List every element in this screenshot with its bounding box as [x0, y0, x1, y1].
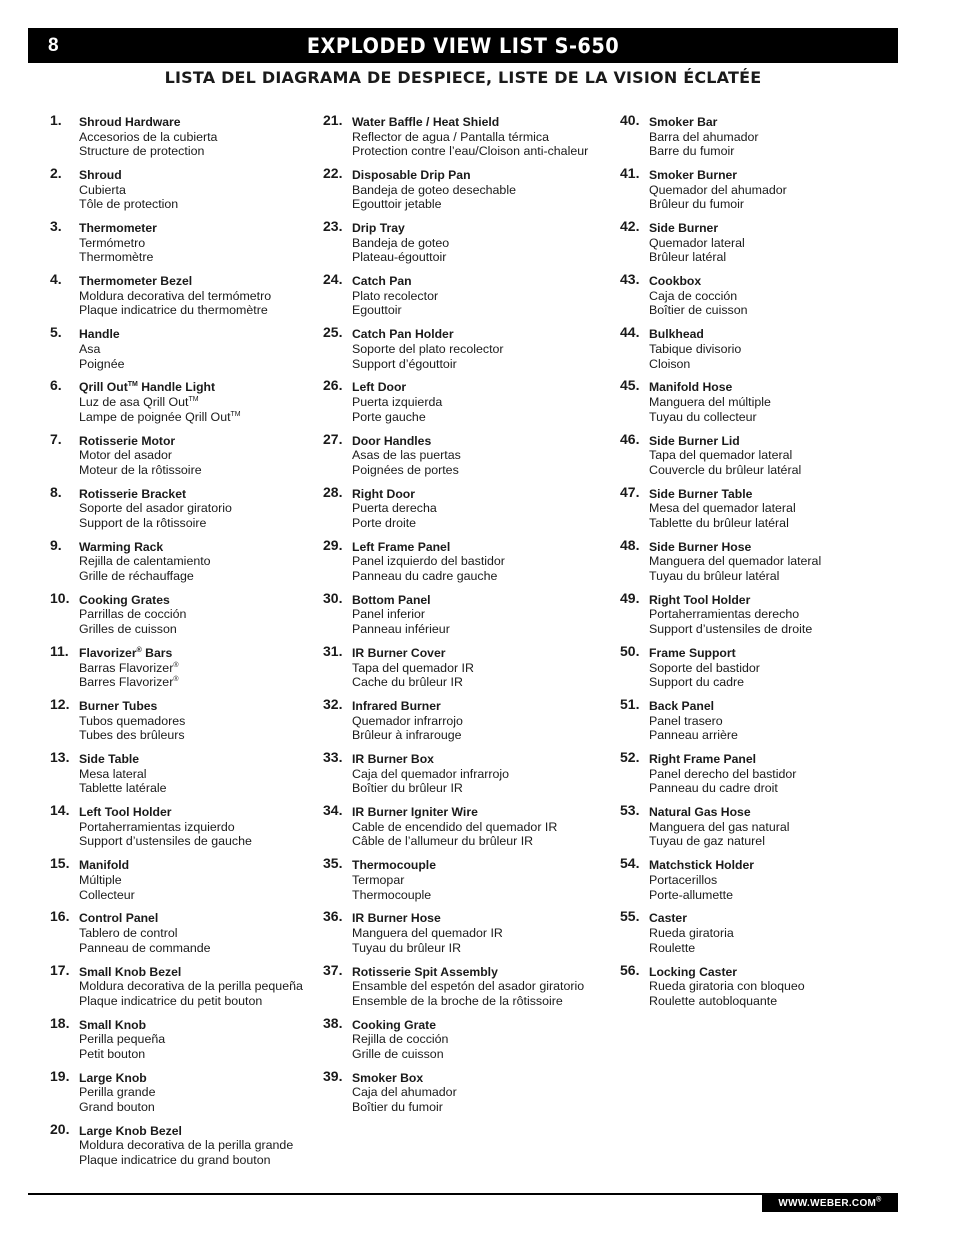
page-title: EXPLODED VIEW LIST S-650: [306, 34, 620, 58]
part-names: [649, 752, 796, 796]
part-number: 16.: [50, 908, 70, 925]
part-name-spanish: Luz de asa Qrill Out™: [79, 395, 199, 410]
part-name-french: Plaque indicatrice du petit bouton: [79, 993, 263, 1008]
part-name-spanish: Puerta derecha: [352, 501, 437, 516]
trademark-mark: TM: [230, 410, 241, 418]
part-name-english: Side Burner: [649, 221, 719, 236]
part-name-french: Grille de cuisson: [352, 1046, 444, 1061]
part-number: 51.: [620, 696, 640, 713]
part-name-spanish: Tapa del quemador IR: [352, 660, 474, 675]
part-number: 21.: [323, 112, 343, 128]
part-name-spanish: Cable de encendido del quemador IR: [352, 819, 558, 834]
part-number: 27.: [323, 430, 343, 447]
part-number: 1.: [50, 112, 62, 128]
part-names: [79, 593, 186, 637]
part-name-spanish: Ensamble del espetón del asador giratorio: [352, 979, 585, 994]
part-name-english: Cookbox: [649, 274, 702, 289]
part-number: 13.: [50, 749, 70, 766]
part-name-english: Back Panel: [649, 699, 715, 714]
part-number: 8.: [50, 483, 62, 500]
part-names: [352, 274, 438, 318]
part-name-english: Rotisserie Motor: [79, 433, 176, 448]
part-names: [352, 434, 461, 478]
part-name-french: Poignée: [79, 356, 125, 371]
part-name-spanish: Tapa del quemador lateral: [649, 448, 793, 463]
part-name-english: Manifold Hose: [649, 380, 733, 395]
part-name-french: Cache du brûleur IR: [352, 675, 463, 690]
page-number: 8: [48, 35, 59, 56]
part-name-spanish: Moldura decorativa de la perilla grande: [79, 1138, 294, 1153]
part-name-spanish: Motor del asador: [79, 448, 172, 463]
part-name-french: Panneau inférieur: [352, 622, 450, 637]
part-name-english: Smoker Burner: [649, 168, 738, 183]
part-name-french: Thermomètre: [79, 250, 154, 265]
part-name-spanish: Soporte del asador giratorio: [79, 501, 232, 516]
part-number: 30.: [323, 589, 343, 606]
part-number: 34.: [323, 802, 343, 819]
part-number: 52.: [620, 749, 640, 766]
part-name-spanish: Accesorios de la cubierta: [79, 129, 218, 144]
part-names: [649, 699, 738, 743]
part-name-french: Egouttoir: [352, 303, 402, 318]
part-names: [352, 646, 474, 690]
part-name-french: Couvercle du brûleur latéral: [649, 462, 802, 477]
part-number: 56.: [620, 961, 640, 978]
footer-website: WWW.WEBER.COM®: [762, 1195, 898, 1212]
part-name-french: Support d’égouttoir: [352, 356, 457, 371]
part-name-french: Poignées de portes: [352, 462, 459, 477]
part-number: 7.: [50, 430, 62, 447]
part-name-english: Thermometer Bezel: [79, 274, 193, 289]
part-names: [79, 434, 202, 478]
part-name-spanish: Manguera del quemador lateral: [649, 554, 822, 569]
part-names: [79, 221, 157, 265]
part-number: 26.: [323, 377, 343, 394]
part-names: [352, 487, 437, 531]
part-number: 38.: [323, 1014, 343, 1031]
part-name-english: Side Table: [79, 752, 140, 767]
part-number: 31.: [323, 642, 343, 659]
part-names: [649, 487, 796, 531]
part-names: [352, 805, 557, 849]
part-number: 44.: [620, 324, 640, 341]
part-name-french: Porte-allumette: [649, 887, 734, 902]
part-name-english: Thermometer: [79, 221, 157, 236]
part-name-french: Roulette: [649, 940, 696, 955]
part-name-spanish: Moldura decorativa del termómetro: [79, 288, 272, 303]
part-name-english: Right Frame Panel: [649, 752, 757, 767]
part-number: 54.: [620, 855, 640, 872]
part-name-english: Right Tool Holder: [649, 592, 751, 607]
part-name-french: Roulette autobloquante: [649, 993, 778, 1008]
part-number: 29.: [323, 536, 343, 553]
part-name-english: Smoker Bar: [649, 115, 718, 129]
part-names: [649, 274, 748, 318]
part-name-spanish: Portaherramientas izquierdo: [79, 819, 235, 834]
part-number: 36.: [323, 908, 343, 925]
part-number: 14.: [50, 802, 70, 819]
part-name-english: IR Burner Box: [352, 752, 434, 767]
part-name-french: Support d’ustensiles de droite: [649, 622, 813, 637]
part-number: 53.: [620, 802, 640, 819]
part-name-french: Collecteur: [79, 887, 135, 902]
part-names: [352, 858, 436, 902]
part-number: 50.: [620, 642, 640, 659]
part-name-spanish: Asas de las puertas: [352, 448, 461, 463]
part-name-spanish: Soporte del bastidor: [649, 660, 760, 675]
part-name-english: Control Panel: [79, 911, 159, 926]
part-name-english: Matchstick Holder: [649, 858, 754, 873]
part-name-spanish: Bandeja de goteo: [352, 235, 450, 250]
part-name-english: Small Knob: [79, 1017, 147, 1032]
part-name-english: Large Knob: [79, 1070, 147, 1085]
part-name-french: Tuyau du collecteur: [649, 409, 757, 424]
part-names: [352, 327, 504, 371]
part-name-english: Locking Caster: [649, 964, 738, 979]
part-name-english: Warming Rack: [79, 539, 164, 554]
part-name-english: Door Handles: [352, 433, 432, 448]
part-name-spanish: Barra del ahumador: [649, 129, 759, 144]
part-names: [79, 274, 271, 318]
part-name-spanish: Tabique divisorio: [649, 341, 742, 356]
part-name-english: Shroud Hardware: [79, 115, 181, 129]
part-name-french: Support du cadre: [649, 675, 745, 690]
part-name-english: IR Burner Hose: [352, 911, 441, 926]
part-number: 9.: [50, 536, 62, 553]
part-names: [79, 380, 241, 424]
part-number: 32.: [323, 696, 343, 713]
part-number: 49.: [620, 589, 640, 606]
part-name-spanish: Rueda giratoria con bloqueo: [649, 979, 805, 994]
part-name-french: Câble de l’allumeur du brûleur IR: [352, 834, 534, 849]
part-name-french: Thermocouple: [352, 887, 432, 902]
part-name-spanish: Asa: [79, 341, 101, 356]
part-name-english: Natural Gas Hose: [649, 805, 751, 820]
part-number: 17.: [50, 961, 70, 978]
part-name-french: Brûleur à infrarouge: [352, 728, 462, 743]
part-name-spanish: Moldura decorativa de la perilla pequeña: [79, 979, 303, 994]
part-names: [79, 858, 135, 902]
part-name-french: Protection contre l’eau/Cloison anti-chaleur: [352, 144, 589, 159]
part-names: [79, 646, 179, 690]
part-name-spanish: Rejilla de cocción: [352, 1032, 449, 1047]
part-name-french: Tuyau du brûleur latéral: [649, 568, 780, 583]
part-name-english: Frame Support: [649, 645, 736, 660]
part-name-english: Cooking Grates: [79, 592, 170, 607]
part-name-french: Structure de protection: [79, 144, 205, 159]
part-name-english: Disposable Drip Pan: [352, 168, 471, 183]
part-number: 20.: [50, 1120, 70, 1137]
part-name-spanish: Caja de cocción: [649, 288, 738, 303]
part-name-french: Tubes des brûleurs: [79, 728, 185, 743]
part-name-spanish: Panel trasero: [649, 713, 723, 728]
part-number: 40.: [620, 112, 640, 128]
part-name-english: Caster: [649, 911, 687, 926]
part-name-french: Panneau de commande: [79, 940, 211, 955]
part-name-french: Petit bouton: [79, 1046, 146, 1061]
part-name-spanish: Puerta izquierda: [352, 395, 443, 410]
part-name-french: Porte droite: [352, 515, 417, 530]
part-names: [79, 168, 178, 212]
part-name-english: Drip Tray: [352, 221, 405, 236]
part-name-french: Boîtier du brûleur IR: [352, 781, 463, 796]
part-name-english: Side Burner Table: [649, 486, 753, 501]
part-names: [79, 540, 211, 584]
part-name-english: Handle: [79, 327, 120, 342]
part-names: [649, 646, 760, 690]
part-name-french: Panneau arrière: [649, 728, 738, 743]
part-name-spanish: Manguera del quemador IR: [352, 926, 503, 940]
part-name-french: Support de la rôtissoire: [79, 515, 207, 530]
part-names: [79, 911, 211, 955]
part-name-english: Left Tool Holder: [79, 805, 172, 820]
part-name-spanish: Tablero de control: [79, 926, 178, 940]
part-number: 43.: [620, 271, 640, 288]
part-name-french: Tablette du brûleur latéral: [649, 515, 789, 530]
page-subtitle: LISTA DEL DIAGRAMA DE DESPIECE, LISTE DE LA VISION ÉCLATÉE: [164, 68, 762, 87]
part-name-french: Tablette latérale: [79, 781, 167, 796]
part-name-spanish: Manguera del gas natural: [649, 819, 790, 834]
part-name-english: Right Door: [352, 486, 415, 501]
part-number: 18.: [50, 1014, 70, 1031]
part-name-spanish: Perilla grande: [79, 1085, 156, 1100]
part-name-spanish: Múltiple: [79, 872, 122, 887]
part-name-english: Bottom Panel: [352, 592, 431, 607]
part-names: [649, 911, 734, 955]
part-name-spanish: Plato recolector: [352, 288, 439, 303]
part-name-english: IR Burner Cover: [352, 645, 446, 660]
part-names: [79, 752, 166, 796]
part-name-english: Burner Tubes: [79, 699, 158, 714]
part-number: 24.: [323, 271, 343, 288]
part-names: [649, 434, 801, 478]
part-name-english: Small Knob Bezel: [79, 964, 182, 979]
part-number: 19.: [50, 1067, 70, 1084]
part-name-spanish: Panel inferior: [352, 607, 426, 622]
part-name-french: Cloison: [649, 356, 691, 371]
part-name-spanish: Portacerillos: [649, 872, 718, 887]
part-name-spanish: Bandeja de goteo desechable: [352, 182, 516, 197]
part-number: 22.: [323, 165, 343, 182]
part-name-spanish: Rueda giratoria: [649, 926, 734, 940]
trademark-mark: TM: [188, 395, 199, 403]
part-names: [649, 805, 790, 849]
part-number: 23.: [323, 218, 343, 235]
part-name-spanish: Cubierta: [79, 182, 126, 197]
part-number: 11.: [50, 642, 69, 659]
part-names: [352, 380, 442, 424]
part-names: [79, 965, 303, 1009]
part-name-french: Tôle de protection: [79, 197, 179, 212]
part-number: 10.: [50, 589, 70, 606]
part-names: [79, 115, 217, 159]
part-name-english: Rotisserie Spit Assembly: [352, 964, 498, 979]
part-name-french: Grille de réchauffage: [79, 568, 194, 583]
part-name-french: Ensemble de la broche de la rôtissoire: [352, 993, 563, 1008]
part-name-english: Manifold: [79, 858, 130, 873]
part-name-spanish: Caja del quemador infrarrojo: [352, 766, 510, 781]
part-names: [649, 965, 805, 1009]
part-names: [352, 1071, 457, 1115]
part-name-french: Grand bouton: [79, 1099, 155, 1114]
part-name-spanish: Panel izquierdo del bastidor: [352, 554, 505, 569]
part-name-spanish: Panel derecho del bastidor: [649, 766, 797, 781]
part-name-english: Infrared Burner: [352, 699, 441, 714]
part-names: [79, 327, 124, 371]
part-name-spanish: Tubos quemadores: [79, 713, 186, 728]
part-number: 39.: [323, 1067, 343, 1084]
part-names: [352, 752, 509, 796]
part-name-french: Porte gauche: [352, 409, 426, 424]
part-name-english: Shroud: [79, 168, 122, 183]
part-number: 12.: [50, 696, 70, 713]
part-name-english: Smoker Box: [352, 1070, 424, 1085]
part-names: [649, 540, 821, 584]
part-names: [79, 1071, 155, 1115]
part-number: 48.: [620, 536, 640, 553]
part-names: [79, 699, 185, 743]
part-name-english: Large Knob Bezel: [79, 1123, 182, 1138]
part-name-french: Tuyau de gaz naturel: [649, 834, 765, 849]
part-name-french: Barres Flavorizer®: [79, 675, 179, 690]
part-names: [79, 1018, 165, 1062]
part-number: 25.: [323, 324, 343, 341]
trademark-mark: ®: [173, 661, 179, 669]
part-name-spanish: Mesa lateral: [79, 766, 147, 781]
part-number: 6.: [50, 377, 62, 394]
part-name-spanish: Termopar: [352, 872, 405, 887]
part-names: [649, 221, 745, 265]
part-name-english: Catch Pan: [352, 274, 412, 289]
part-names: [352, 911, 503, 955]
part-name-english: Left Door: [352, 380, 407, 395]
part-names: [649, 593, 812, 637]
part-name-english: Qrill Out™ Handle Light: [79, 380, 216, 395]
part-name-english: Thermocouple: [352, 858, 436, 873]
part-names: [352, 965, 584, 1009]
part-name-french: Barre du fumoir: [649, 144, 735, 159]
part-number: 2.: [50, 165, 62, 182]
part-number: 37.: [323, 961, 343, 978]
part-name-spanish: Mesa del quemador lateral: [649, 501, 796, 516]
part-name-spanish: Rejilla de calentamiento: [79, 554, 211, 569]
part-names: [79, 487, 232, 531]
part-name-french: Grilles de cuisson: [79, 622, 177, 637]
part-names: [649, 858, 754, 902]
part-name-french: Brûleur du fumoir: [649, 197, 745, 212]
part-name-french: Support d’ustensiles de gauche: [79, 834, 252, 849]
part-name-english: IR Burner Igniter Wire: [352, 805, 478, 820]
part-names: [649, 168, 787, 212]
part-number: 4.: [50, 271, 62, 288]
part-number: 45.: [620, 377, 640, 394]
part-name-spanish: Perilla pequeña: [79, 1032, 166, 1047]
part-name-spanish: Soporte del plato recolector: [352, 341, 504, 356]
part-name-spanish: Manguera del múltiple: [649, 395, 771, 410]
part-name-french: Boîtier du fumoir: [352, 1099, 443, 1114]
part-name-spanish: Portaherramientas derecho: [649, 607, 800, 622]
part-name-french: Boîtier de cuisson: [649, 303, 748, 318]
part-name-spanish: Quemador lateral: [649, 235, 745, 250]
part-name-french: Lampe de poignée Qrill Out™: [79, 409, 241, 424]
part-name-english: Side Burner Lid: [649, 433, 740, 448]
part-number: 41.: [620, 165, 640, 182]
header-bar: [28, 28, 898, 63]
part-name-english: Water Baffle / Heat Shield: [352, 115, 500, 129]
part-names: [352, 115, 588, 159]
part-number: 15.: [50, 855, 70, 872]
part-name-english: Side Burner Hose: [649, 539, 752, 554]
part-name-french: Panneau du cadre gauche: [352, 568, 498, 583]
trademark-mark: TM: [127, 381, 138, 389]
part-name-english: Left Frame Panel: [352, 539, 451, 554]
part-name-spanish: Quemador infrarrojo: [352, 713, 463, 728]
part-names: [79, 1124, 293, 1168]
part-name-spanish: Barras Flavorizer®: [79, 660, 179, 675]
part-number: 47.: [620, 483, 640, 500]
part-names: [649, 327, 741, 371]
part-number: 42.: [620, 218, 640, 235]
part-names: [649, 115, 759, 159]
part-name-french: Plaque indicatrice du grand bouton: [79, 1152, 271, 1167]
part-name-french: Moteur de la rôtissoire: [79, 462, 202, 477]
part-name-french: Brûleur latéral: [649, 250, 727, 265]
part-names: [79, 805, 252, 849]
part-name-spanish: Parrillas de cocción: [79, 607, 187, 622]
part-name-english: Catch Pan Holder: [352, 327, 454, 342]
part-name-french: Panneau du cadre droit: [649, 781, 778, 796]
trademark-mark: ®: [136, 646, 142, 654]
part-name-french: Egouttoir jetable: [352, 197, 442, 212]
part-name-spanish: Quemador del ahumador: [649, 182, 787, 197]
part-name-spanish: Caja del ahumador: [352, 1085, 457, 1100]
part-number: 28.: [323, 483, 343, 500]
part-names: [649, 380, 771, 424]
part-number: 35.: [323, 855, 343, 872]
part-number: 46.: [620, 430, 640, 447]
part-names: [352, 699, 463, 743]
part-name-spanish: Termómetro: [79, 235, 146, 250]
part-names: [352, 593, 450, 637]
part-names: [352, 168, 516, 212]
part-number: 55.: [620, 908, 640, 925]
part-name-english: Cooking Grate: [352, 1017, 436, 1032]
part-name-english: Bulkhead: [649, 327, 704, 342]
part-names: [352, 221, 449, 265]
part-name-spanish: Reflector de agua / Pantalla térmica: [352, 129, 549, 144]
part-names: [352, 540, 505, 584]
part-number: 5.: [50, 324, 62, 341]
trademark-mark: ®: [173, 676, 179, 683]
part-name-english: Flavorizer® Bars: [79, 645, 173, 660]
part-number: 3.: [50, 218, 62, 235]
part-name-french: Tuyau du brûleur IR: [352, 940, 462, 955]
part-name-english: Rotisserie Bracket: [79, 486, 187, 501]
part-name-french: Plateau-égouttoir: [352, 250, 447, 265]
part-names: [352, 1018, 448, 1062]
part-number: 33.: [323, 749, 343, 766]
part-name-french: Plaque indicatrice du thermomètre: [79, 303, 268, 318]
